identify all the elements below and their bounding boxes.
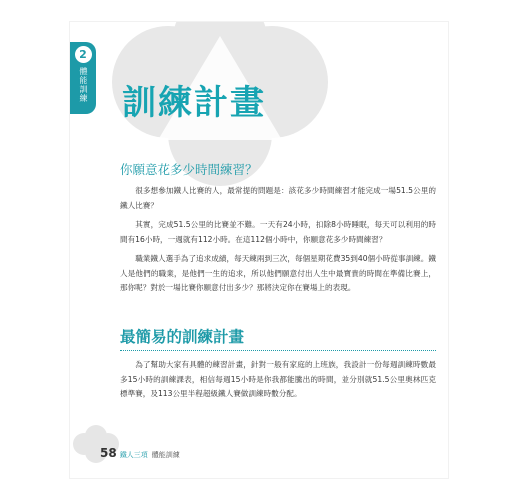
section-heading-plan: 最簡易的訓練計畫: [120, 330, 436, 351]
paragraph: 很多想參加鐵人比賽的人，最常提的問題是：該花多少時間練習才能完成一場51.5公里的鐵人比賽？: [120, 186, 436, 210]
page-footer: [70, 422, 448, 472]
page-title: 訓練計畫: [122, 83, 266, 123]
section-body-time: [120, 184, 436, 301]
chapter-label: 體能訓練: [79, 67, 88, 103]
section-heading-time: 你願意花多少時間練習？: [120, 162, 258, 177]
footer-chapter-title: 體能訓練: [151, 451, 180, 459]
page-number: 58: [100, 446, 117, 460]
book-page: [70, 22, 448, 478]
chapter-number: 2: [75, 46, 92, 63]
footer-text: [100, 446, 180, 460]
section-body-plan: [120, 358, 436, 407]
book-title: 鐵人三項: [119, 451, 148, 459]
paragraph: 其實，完成51.5公里的比賽並不難。一天有24小時，扣除8小時睡眠，每天可以利用的時間有16小時，一週就有112小時。在這112個小時中，你願意花多少時間練習？: [120, 220, 436, 244]
chapter-tab: [70, 42, 96, 114]
paragraph: 為了幫助大家有具體的練習計畫，針對一般有家庭的上班族，我設計一份每週訓練時數最多15小時的訓練課表，相信每週15小時是你我都能騰出的時間，並分別就51.5公里奧林匹克標準賽，及113公里半程超級鐵人賽做訓練時數分配。: [120, 360, 436, 398]
paragraph: 職業鐵人選手為了追求成績，每天練兩到三次，每個星期花費35到40個小時從事訓練。鐵人是他們的職業，是他們一生的追求，所以他們願意付出人生中最寶貴的時間在準備比賽上，那你呢？對於一場比賽你願意付出多少？那將決定你在賽場上的表現。: [120, 254, 436, 292]
